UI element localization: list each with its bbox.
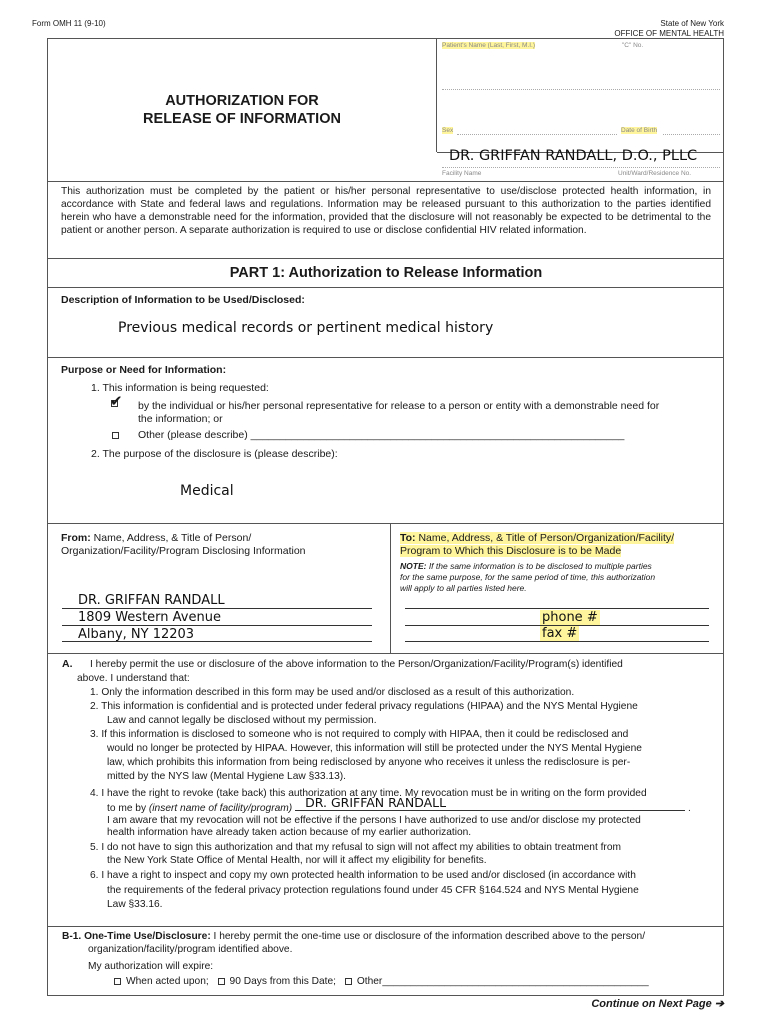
item-6b: the requirements of the federal privacy protection regulations found under 45 CFR §164.524 and NYS Mental Hygiene [107,885,639,896]
from-line-3[interactable]: Albany, NY 12203 [78,627,195,642]
section-a-intro-1: I hereby permit the use or disclosure of the above information to the Person/Organization/Facility/Program(s) identified [90,659,623,670]
b1-label: B-1. One-Time Use/Disclosure: [62,931,211,942]
description-value[interactable]: Previous medical records or pertinent medical history [118,320,494,336]
c-no-label: "C" No. [622,42,644,49]
agency-header [614,19,724,39]
from-label-bold: From: [61,532,91,544]
to-line-1-rule[interactable] [405,608,709,609]
from-line-2-rule [62,625,372,626]
facility-name-label: Facility Name [442,170,482,177]
facility-dotline [442,167,720,168]
option-when-acted: When acted upon; [126,976,209,987]
to-line-3-rule [405,641,709,642]
item-6a: 6. I have a right to inspect and copy my own protected health information to be used and/or disclosed (in accordance with [90,870,636,881]
patient-name-field[interactable] [437,52,724,90]
to-fax[interactable]: fax # [542,626,578,641]
checkbox-when-acted[interactable] [114,978,121,985]
to-phone[interactable]: phone # [542,610,598,625]
from-line-1-rule [62,608,372,609]
question-1: 1. This information is being requested: [91,382,269,394]
part1-bottom-rule [47,287,724,288]
purpose-top-rule [47,357,724,358]
option-other-expire: Other_______________________________________________ [356,976,649,987]
b1-text-2: organization/facility/program identified above. [88,944,293,955]
item-4c: I am aware that my revocation will not be effective if the persons I have authorized to use and/or disclose my protected [107,815,641,826]
patient-name-dotline [442,89,720,90]
from-line-2[interactable]: 1809 Western Avenue [78,610,221,625]
from-to-divider [390,523,391,653]
to-label [400,532,674,558]
question-2: 2. The purpose of the disclosure is (please describe): [91,448,338,460]
note-line2: for the same purpose, for the same period of time, this authorization [400,572,656,582]
option-individual-line1: by the individual or his/her personal representative for release to a person or entity with a demonstrable need for [138,400,660,412]
dob-label: Date of Birth [621,127,658,134]
b1-top-rule [47,926,724,927]
from-label [61,532,306,558]
item-1: 1. Only the information described in this form may be used and/or disclosed as a result of this authorization. [90,687,575,698]
form-id: Form OMH 11 (9-10) [32,19,106,28]
option-other: Other (please describe) ________________________________________________________________ [138,429,625,441]
item-5a: 5. I do not have to sign this authorization and that my refusal to sign will not affect my abilities to obtain treatment from [90,842,621,853]
patient-name-label: Patient's Name (Last, First, M.I.) [442,42,535,49]
from-to-top-rule [47,523,724,524]
to-note [400,561,655,594]
part1-heading: PART 1: Authorization to Release Information [229,265,543,281]
item-2a: 2. This information is confidential and is protected under federal privacy regulations (HIPAA) and the NYS Mental Hygiene [90,701,638,712]
item-4b-italic: (insert name of facility/program) [148,803,293,814]
checkbox-individual[interactable] [110,393,123,410]
continue-next-page: Continue on Next Page ➔ [591,998,724,1010]
item-3d: mitted by the NYS law (Mental Hygiene Law §33.13). [107,771,346,782]
checkbox-90-days[interactable] [218,978,225,985]
header-bottom-rule [47,181,724,182]
item-3b: would no longer be protected by HIPAA. However, this information will still be protected under the NYS Mental Hygiene [107,743,642,754]
option-individual [138,400,659,426]
check-mark-icon: ✔ [110,393,123,410]
note-bold: NOTE: [400,561,427,571]
item-4d: health information have already taken action because of my earlier authorization. [107,827,472,838]
office-name: OFFICE OF MENTAL HEALTH [614,29,724,38]
from-line-1[interactable]: DR. GRIFFAN RANDALL [78,593,225,608]
description-label: Description of Information to be Used/Disclosed: [61,294,305,306]
item-4b: to me by (insert name of facility/program) DR. GRIFFAN RANDALL . [107,795,691,814]
to-label-bold: To: [400,532,416,544]
item-5b: the New York State Office of Mental Health, nor will it affect my eligibility for benefits. [107,855,487,866]
form-title [48,92,436,128]
section-a-top-rule [47,653,724,654]
purpose-label: Purpose or Need for Information: [61,364,227,376]
note-line1: If the same information is to be disclosed to multiple parties [426,561,652,571]
checkbox-other-expire[interactable] [345,978,352,985]
item-4b-pre: to me by [107,803,149,814]
from-label-line2: Organization/Facility/Program Disclosing Information [61,545,306,557]
note-line3: will apply to all parties listed here. [400,583,527,593]
part1-top-rule [47,258,724,259]
option-individual-line2: the information; or [138,413,223,425]
b1-text-1: I hereby permit the one-time use or disclosure of the information described above to the person/ [210,931,646,942]
title-line-1: AUTHORIZATION FOR [165,93,319,109]
item-2b: Law and cannot legally be disclosed without my permission. [107,715,377,726]
b1-options [114,975,712,988]
item-3c: law, which prohibits this information from being redisclosed by anyone who receives it unless the redisclosure is per- [107,757,631,768]
b1-section [62,930,712,988]
title-line-2: RELEASE OF INFORMATION [143,111,341,127]
facility-name-value[interactable]: DR. GRIFFAN RANDALL, D.O., PLLC [449,148,698,164]
to-label-line2: Program to Which this Disclosure is to be Made [400,545,622,557]
sex-field[interactable] [457,134,617,135]
sex-label: Sex [442,127,454,134]
from-label-rest: Name, Address, & Title of Person/ [90,532,252,544]
intro-paragraph: This authorization must be completed by the patient or his/her personal representative to use/disclose protected health information, in accordance with State and federal laws and regulations. Information may be released pursuant to this authorization to the parties identified herein who have a demonstrable need for the information, provided that the disclosure will not reasonably be expected to be detrimental to the patient or another person. A separate authorization is required to use or disclose confidential HIV related information. [61,186,711,236]
section-a-letter: A. [62,658,73,670]
dob-field[interactable] [663,134,720,135]
b1-expire-label: My authorization will expire: [88,961,214,972]
item-4a: 4. I have the right to revoke (take back) this authorization at any time. My revocation must be in writing on the form provided [90,788,647,799]
item-6c: Law §33.16. [107,899,163,910]
checkbox-other[interactable] [112,432,119,439]
option-90-days: 90 Days from this Date; [229,976,336,987]
purpose-value[interactable]: Medical [180,483,234,499]
state-name: State of New York [660,19,724,28]
section-a-intro-2: above. I understand that: [77,673,190,684]
item-3a: 3. If this information is disclosed to someone who is not required to comply with HIPAA, then it could be redisclosed and [90,729,629,740]
revocation-facility-value[interactable]: DR. GRIFFAN RANDALL [305,795,447,810]
to-label-rest: Name, Address, & Title of Person/Organization/Facility/ [415,532,675,544]
section-a-text [77,658,714,911]
unit-label: Unit/Ward/Residence No. [618,170,692,177]
